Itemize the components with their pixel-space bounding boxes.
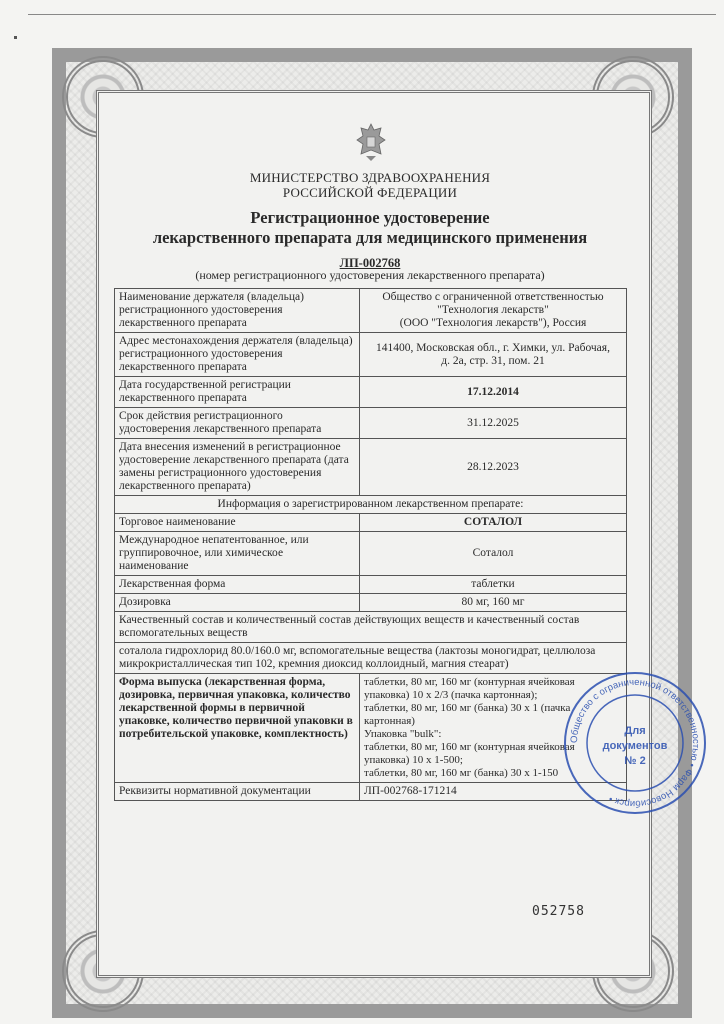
holder-address-label: Адрес местонахождения держателя (владельца) регистрационного удостоверения лекарственного препарата bbox=[115, 333, 360, 377]
release-form-line: упаковка) 10 x 1-500; bbox=[364, 754, 463, 766]
address-line: 141400, Московская обл., г. Химки, ул. Рабочая, bbox=[376, 341, 610, 354]
composition-label: Качественный состав и количественный состав действующих веществ и качественный состав вспомогательных веществ bbox=[115, 612, 627, 643]
inn-value: Соталол bbox=[360, 532, 627, 576]
table-row bbox=[115, 576, 627, 594]
company-stamp bbox=[560, 668, 710, 818]
normative-doc-label: Реквизиты нормативной документации bbox=[115, 783, 360, 801]
table-row bbox=[115, 514, 627, 532]
release-form-line: Упаковка "bulk": bbox=[364, 728, 442, 740]
table-row bbox=[115, 594, 627, 612]
document-title bbox=[110, 208, 630, 248]
dosage-value: 80 мг, 160 мг bbox=[360, 594, 627, 612]
ministry-line-2: РОССИЙСКОЙ ФЕДЕРАЦИИ bbox=[282, 185, 458, 200]
reg-date-label: Дата государственной регистрации лекарственного препарата bbox=[115, 377, 360, 408]
drug-info-heading: Информация о зарегистрированном лекарственном препарате: bbox=[115, 496, 627, 514]
table-row bbox=[115, 289, 627, 333]
trade-name-label: Торговое наименование bbox=[115, 514, 360, 532]
dosage-form-label: Лекарственная форма bbox=[115, 576, 360, 594]
release-form-line: упаковка) 10 x 2/3 (пачка картонная); bbox=[364, 689, 538, 701]
release-form-line: таблетки, 80 мг, 160 мг (контурная ячейковая bbox=[364, 676, 575, 688]
holder-name-line: "Технология лекарств" bbox=[437, 304, 549, 316]
normative-doc-value: ЛП-002768-171214 bbox=[360, 783, 627, 801]
holder-address-value bbox=[360, 333, 627, 377]
ministry-name bbox=[160, 170, 580, 200]
holder-name-line: (ООО "Технология лекарств"), Россия bbox=[399, 317, 587, 329]
stamp-center-line: № 2 bbox=[624, 755, 646, 767]
holder-name-line: Общество с ограниченной ответственностью bbox=[382, 291, 604, 303]
table-row bbox=[115, 439, 627, 496]
table-row bbox=[115, 783, 627, 801]
holder-name-value bbox=[360, 289, 627, 333]
release-form-line: таблетки, 80 мг, 160 мг (контурная ячейковая bbox=[364, 741, 575, 753]
composition-value: соталола гидрохлорид 80.0/160.0 мг, вспомогательные вещества (лактозы моногидрат, целлюлоза микрокристаллическая тип 102, кремния диоксид коллоидный, магния стеарат) bbox=[115, 643, 627, 674]
serial-number: 052758 bbox=[532, 904, 585, 919]
address-line: д. 2а, стр. 31, пом. 21 bbox=[441, 354, 545, 367]
stamp-center-line: Для bbox=[624, 725, 646, 737]
changes-date-value: 28.12.2023 bbox=[360, 439, 627, 496]
stamp-center-line: документов bbox=[602, 740, 668, 752]
changes-date-label: Дата внесения изменений в регистрационное удостоверение лекарственного препарата (дата замены регистрационного удостоверения лекарственного препарата) bbox=[115, 439, 360, 496]
stamp-ring-text: Общество с ограниченной ответственностью • Фарм Новосибирск • bbox=[568, 676, 702, 810]
release-form-line: таблетки, 80 мг, 160 мг (банка) 30 x 1-150 bbox=[364, 767, 559, 779]
table-row bbox=[115, 408, 627, 439]
title-line-2: лекарственного препарата для медицинского применения bbox=[152, 228, 588, 247]
table-row bbox=[115, 333, 627, 377]
table-row bbox=[115, 643, 627, 674]
inn-label: Международное непатентованное, или группировочное, или химическое наименование bbox=[115, 532, 360, 576]
registration-number: ЛП-002768 bbox=[339, 256, 401, 270]
validity-value: 31.12.2025 bbox=[360, 408, 627, 439]
dosage-form-value: таблетки bbox=[360, 576, 627, 594]
release-form-line: таблетки, 80 мг, 160 мг (банка) 30 x 1 (пачка bbox=[364, 702, 571, 714]
table-row bbox=[115, 496, 627, 514]
scan-mark bbox=[14, 36, 17, 39]
reg-date-value: 17.12.2014 bbox=[360, 377, 627, 408]
table-row bbox=[115, 674, 627, 783]
ministry-line-1: МИНИСТЕРСТВО ЗДРАВООХРАНЕНИЯ bbox=[249, 170, 491, 185]
table-row bbox=[115, 377, 627, 408]
certificate-table bbox=[114, 288, 627, 801]
registration-number-note: (номер регистрационного удостоверения лекарственного препарата) bbox=[195, 268, 545, 282]
trade-name-value: СОТАЛОЛ bbox=[360, 514, 627, 532]
release-form-line: картонная) bbox=[364, 715, 415, 727]
title-line-1: Регистрационное удостоверение bbox=[250, 208, 490, 227]
release-form-label: Форма выпуска (лекарственная форма, дозировка, первичная упаковка, количество лекарственной формы в первичной упаковке, количество первичной упаковки в потребительской упаковке, комплектность) bbox=[115, 674, 360, 783]
validity-label: Срок действия регистрационного удостоверения лекарственного препарата bbox=[115, 408, 360, 439]
holder-name-label: Наименование держателя (владельца) регистрационного удостоверения лекарственного препарата bbox=[115, 289, 360, 333]
table-row bbox=[115, 532, 627, 576]
coat-of-arms-icon bbox=[354, 122, 388, 162]
dosage-label: Дозировка bbox=[115, 594, 360, 612]
table-row bbox=[115, 612, 627, 643]
